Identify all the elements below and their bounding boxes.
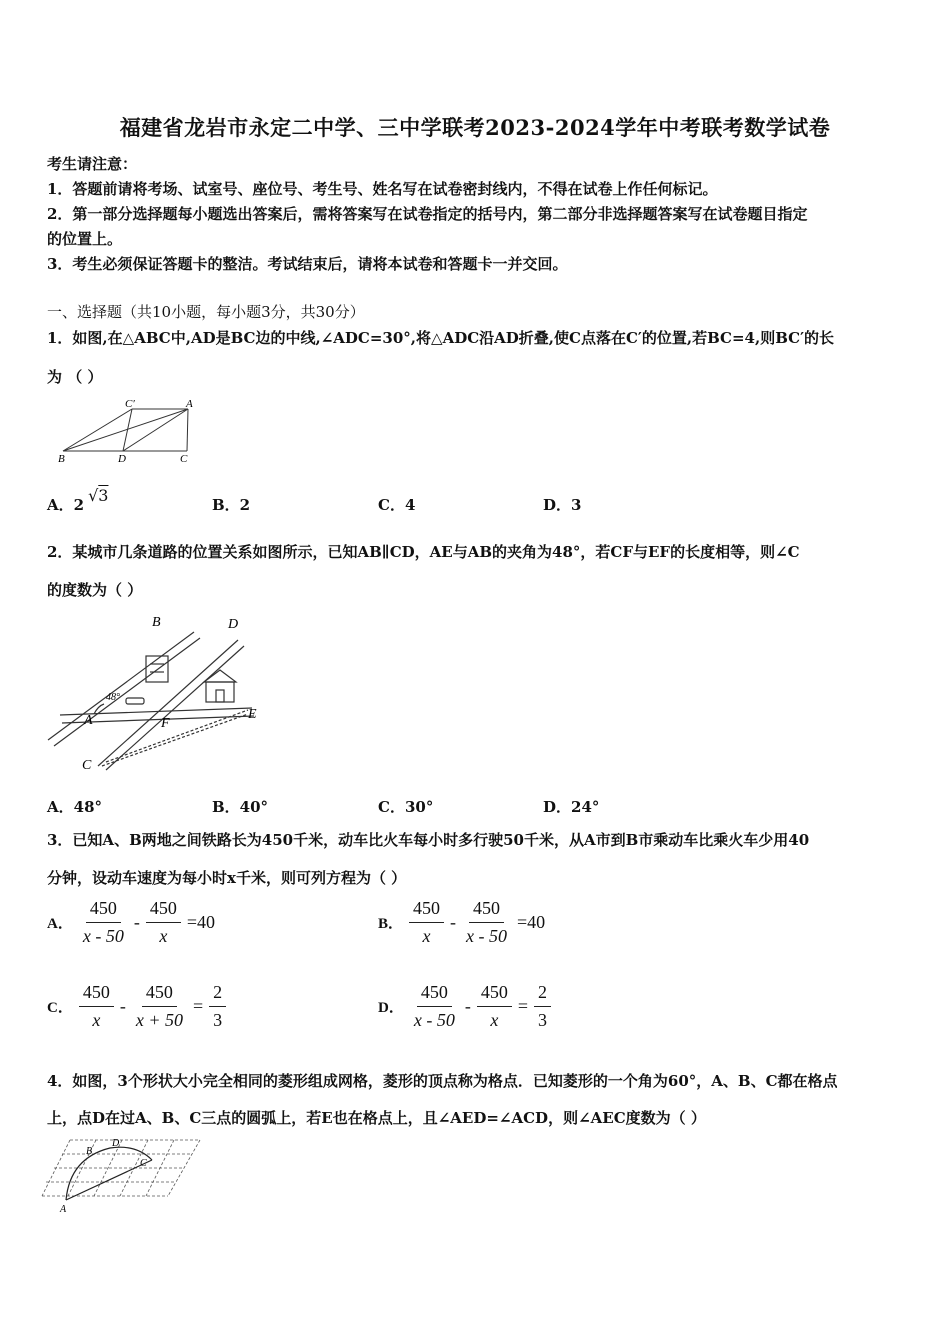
q3-a-frac-1: $\frac{450}{x - 50}$ (82, 898, 124, 946)
q4-stem-line1: 4．如图，3个形状大小完全相同的菱形组成网格，菱形的顶点称为格点．已知菱形的一个角为60°，A、B、C都在格点 (47, 1072, 838, 1090)
q1-label-B: B (58, 453, 65, 465)
q2-label-B: B (152, 615, 161, 630)
q4-label-C: C (140, 1158, 147, 1169)
q4-label-D: D (112, 1138, 120, 1149)
q3-option-d[interactable]: D． $\frac{450}{x - 50}$ - $\frac{450}{x}$ = $\frac{2}{3}$ (378, 982, 551, 1031)
q1-option-b[interactable]: B．2 (212, 496, 251, 514)
q4-figure (40, 1134, 210, 1214)
q1-stem-line2: 为 （ ） (47, 368, 103, 386)
q4-label-B: B (86, 1146, 93, 1157)
notice-item-3: 3．考生必须保证答题卡的整洁。考试结束后，请将本试卷和答题卡一并交回。 (47, 255, 568, 273)
q2-option-d[interactable]: D．24° (543, 798, 600, 816)
q1-option-d[interactable]: D．3 (543, 496, 582, 514)
q3-stem-line2: 分钟，设动车速度为每小时x千米，则可列方程为（ ） (47, 869, 407, 887)
q1-label-Cprime: C′ (125, 398, 135, 410)
q2-label-C: C (82, 758, 92, 773)
q3-d-frac-3: $\frac{2}{3}$ (534, 982, 551, 1031)
q3-option-b[interactable]: B． $\frac{450}{x}$ - $\frac{450}{x - 50}$ =40 (378, 898, 546, 946)
q2-angle-label: 48° (106, 692, 120, 703)
q1-label-A: A (186, 398, 193, 410)
q2-stem-line2: 的度数为（ ） (47, 581, 143, 599)
q1-stem-line1: 1．如图,在△ABC中,AD是BC边的中线,∠ADC=30°,将△ADC沿AD折叠,使C点落在C′的位置,若BC=4,则BC′的长 (47, 329, 835, 347)
q1-option-c[interactable]: C．4 (378, 496, 416, 514)
q3-c-frac-3: $\frac{2}{3}$ (209, 982, 226, 1031)
q3-stem-line1: 3．已知A、B两地之间铁路长为450千米，动车比火车每小时多行驶50千米，从A市到B市乘动车比乘火车少用40 (47, 831, 810, 849)
q3-option-a[interactable]: A． $\frac{450}{x - 50}$ - $\frac{450}{x}$ =40 (47, 898, 215, 946)
q3-c-frac-1: $\frac{450}{x}$ (79, 982, 114, 1031)
q4-label-A: A (60, 1204, 67, 1214)
q1-figure (55, 398, 205, 468)
notice-item-2-cont: 的位置上。 (47, 230, 123, 248)
q2-label-F: F (161, 716, 170, 731)
notice-item-2: 2．第一部分选择题每小题选出答案后，需将答案写在试卷指定的括号内，第二部分非选择题答案写在试卷题目指定 (47, 205, 808, 223)
q2-label-A: A (84, 713, 93, 728)
q4-stem-line2: 上，点D在过A、B、C三点的圆弧上，若E也在格点上，且∠AED=∠ACD，则∠AEC度数为（ ） (47, 1109, 706, 1127)
q2-option-b[interactable]: B．40° (212, 798, 269, 816)
q3-option-c[interactable]: C． $\frac{450}{x}$ - $\frac{450}{x + 50}$ = $\frac{2}{3}$ (47, 982, 226, 1031)
q2-label-E: E (248, 707, 257, 722)
section-heading: 一、选择题（共10小题，每小题3分，共30分） (47, 303, 365, 321)
q1-label-C: C (180, 453, 188, 465)
q3-a-frac-2: $\frac{450}{x}$ (146, 898, 181, 947)
q1-label-D: D (118, 453, 126, 465)
q2-option-a[interactable]: A．48° (47, 798, 103, 816)
q3-b-frac-2: $\frac{450}{x - 50}$ (466, 898, 507, 946)
page-title: 福建省龙岩市永定二中学、三中学联考2023-2024学年中考联考数学试卷 (119, 115, 831, 140)
notice-item-1: 1．答题前请将考场、试室号、座位号、考生号、姓名写在试卷密封线内，不得在试卷上作任何标记。 (47, 180, 718, 198)
q2-figure (42, 612, 272, 774)
q2-option-c[interactable]: C．30° (378, 798, 434, 816)
q3-d-frac-1: $\frac{450}{x - 50}$ (413, 982, 455, 1030)
q3-d-frac-2: $\frac{450}{x}$ (477, 982, 512, 1031)
notice-heading: 考生请注意： (47, 155, 138, 173)
q2-label-D: D (228, 617, 239, 632)
q3-b-frac-1: $\frac{450}{x}$ (409, 898, 444, 947)
q3-c-frac-2: $\frac{450}{x + 50}$ (135, 982, 183, 1030)
q2-stem-line1: 2．某城市几条道路的位置关系如图所示，已知AB∥CD，AE与AB的夹角为48°，若CF与EF的长度相等，则∠C (47, 543, 800, 561)
q1-option-a[interactable]: A．2 √3 (47, 486, 109, 514)
